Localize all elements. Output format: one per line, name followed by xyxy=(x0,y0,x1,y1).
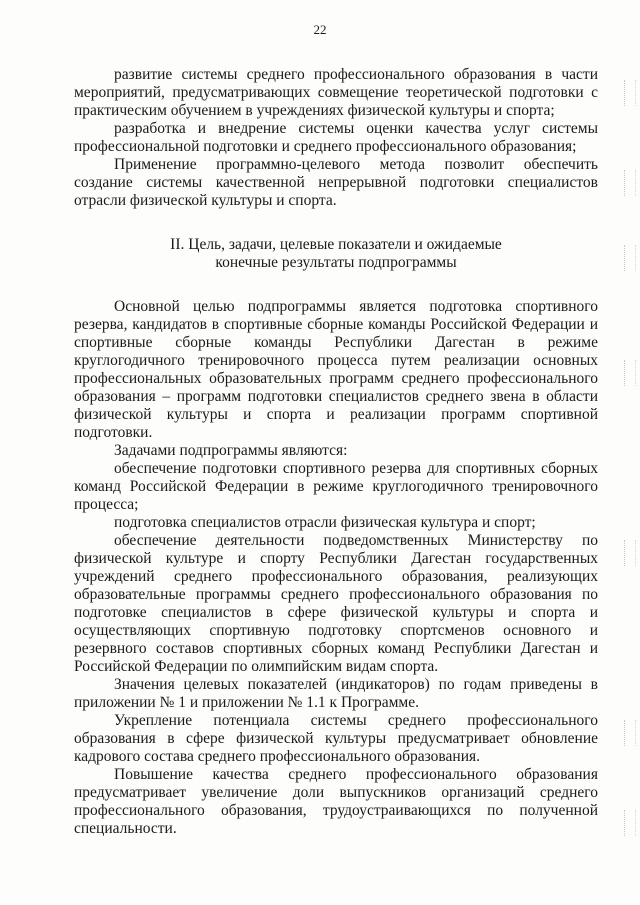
paragraph: обеспечение деятельности подведомственных Министерству по физической культуре и спорту Республики Дагестан государственных учреждений среднего профессионального образования, реализующих образовательные программы среднего профессионального образования по подготовке специалистов в сфере физической культуры и спорта и осуществляющих спортивную подготовку спортсменов основного и резервного составов спортивных сборных команд Республики Дагестан и Российской Федерации по олимпийским видам спорта. xyxy=(74,532,598,675)
scan-mark xyxy=(624,360,636,386)
paragraph: Применение программно-целевого метода позволит обеспечить создание системы качественной непрерывной подготовки специалистов отрасли физической культуры и спорта. xyxy=(74,156,598,209)
section-heading-line: конечные результаты подпрограммы xyxy=(215,254,457,271)
scan-mark xyxy=(624,170,636,196)
paragraph: Основной целью подпрограммы является подготовка спортивного резерва, кандидатов в спортивные сборные команды Российской Федерации и спортивные сборные команды Республики Дагестан в режиме круглогодичного тренировочного процесса путем реализации основных профессиональных образовательных программ среднего профессионального образования – программ подготовки специалистов среднего звена в области физической культуры и спорта и реализации программ спортивной подготовки. xyxy=(74,298,598,441)
paragraph: Задачами подпрограммы являются: xyxy=(114,442,348,459)
paragraph: разработка и внедрение системы оценки качества услуг системы профессиональной подготовки и среднего профессионального образования; xyxy=(74,120,598,155)
paragraph: Повышение качества среднего профессионального образования предусматривает увеличение доли выпускников организаций среднего профессионального образования, трудоустраивающихся по полученной специальности. xyxy=(74,766,598,837)
paragraph: Значения целевых показателей (индикаторов) по годам приведены в приложении № 1 и приложении № 1.1 к Программе. xyxy=(74,676,598,711)
section-heading xyxy=(74,236,598,272)
scan-mark xyxy=(624,720,636,746)
paragraph: Укрепление потенциала системы среднего профессионального образования в сфере физической культуры предусматривает обновление кадрового состава среднего профессионального образования. xyxy=(74,712,598,765)
paragraph: подготовка специалистов отрасли физическая культура и спорт; xyxy=(114,514,536,531)
scan-mark xyxy=(624,245,636,271)
scan-mark xyxy=(624,540,636,566)
paragraph: развитие системы среднего профессионального образования в части мероприятий, предусматривающих совмещение теоретической подготовки с практическим обучением в учреждениях физической культуры и спорта; xyxy=(74,66,598,119)
document-body xyxy=(74,66,598,838)
section-heading-line: II. Цель, задачи, целевые показатели и ожидаемые xyxy=(170,236,502,253)
scan-mark xyxy=(624,810,636,836)
scan-mark xyxy=(624,80,636,106)
page-number: 22 xyxy=(313,22,327,37)
paragraph: обеспечение подготовки спортивного резерва для спортивных сборных команд Российской Федерации в режиме круглогодичного тренировочного процесса; xyxy=(74,460,598,513)
scan-margin-marks xyxy=(622,80,636,840)
